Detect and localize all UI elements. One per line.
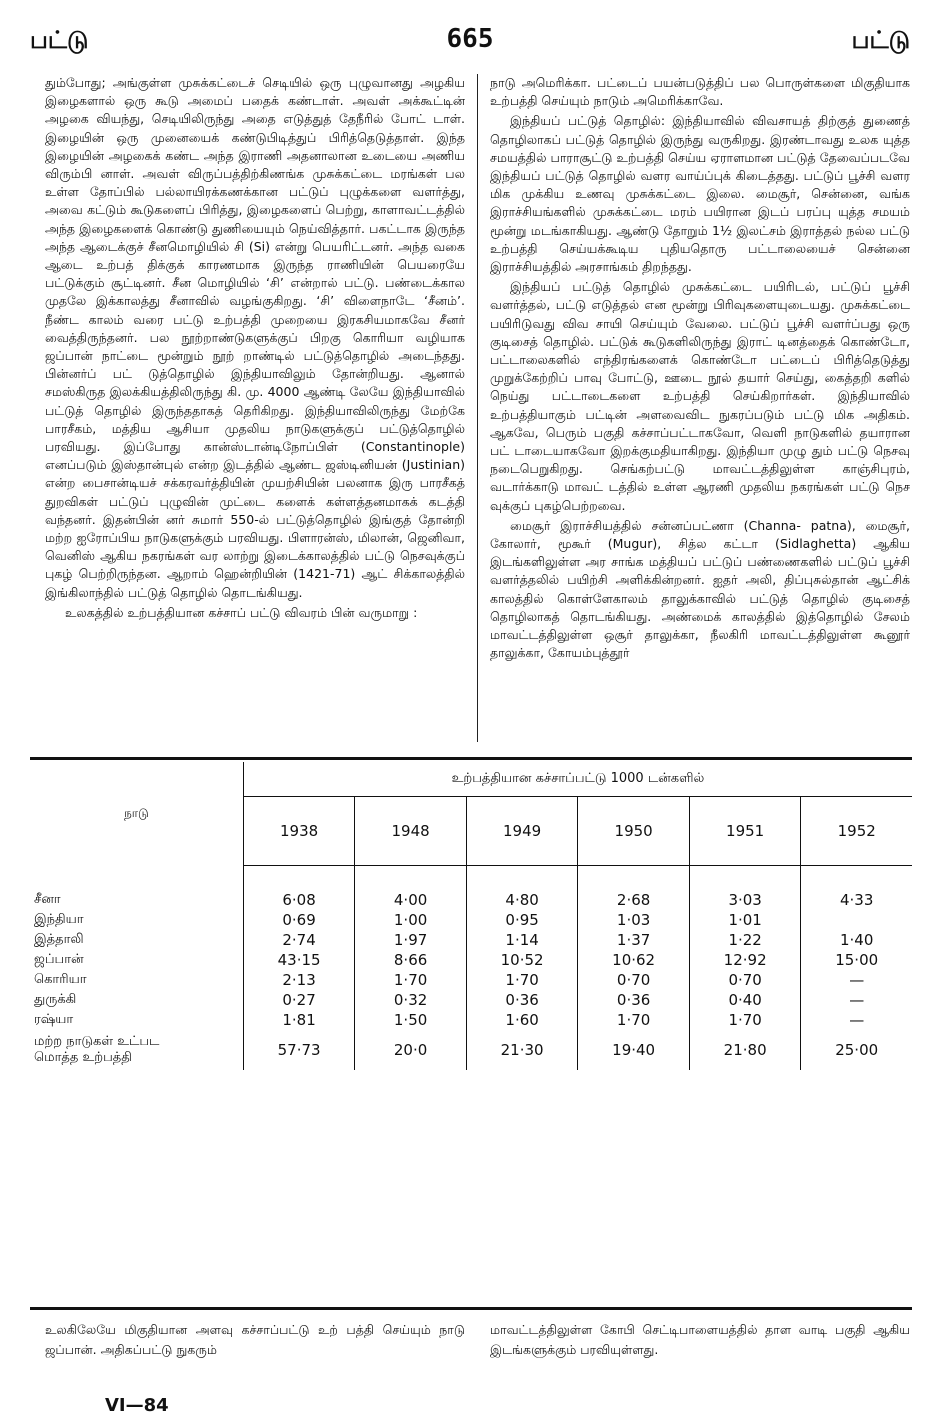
table-cell: 1·81 [243,1010,355,1030]
table-cell: 6·08 [243,890,355,910]
bottom-left-text: உலகிலேயே மிகுதியான அளவு கச்சாப்பட்டு உற் பத்தி செய்யும் நாடு ஜப்பான். அதிகப்பட்டு நுகரும் [45,1322,465,1357]
table-cell: 4·80 [466,890,578,910]
table-cell: 10·62 [578,950,690,970]
year-header: 1952 [801,797,912,866]
table-cell: — [849,971,865,989]
table-cell: 0·36 [578,990,690,1010]
left-paragraph-2: உலகத்தில் உற்பத்தியான கச்சாப் பட்டு விவரம் பின் வருமாறு : [65,604,418,620]
left-column [45,74,465,624]
right-column [490,74,910,665]
page-header [30,20,910,60]
table-cell: 1·97 [355,930,467,950]
bottom-right-text: மாவட்டத்திலுள்ள கோபி செட்டிபாளையத்தில் தாள வாடி பகுதி ஆகிய இடங்களுக்கும் பரவியுள்ளது. [490,1322,910,1357]
table-cell: 10·52 [466,950,578,970]
table-cell: 0·40 [689,990,801,1010]
table-cell: 4·00 [355,890,467,910]
left-paragraph-1: தும்போது; அங்குள்ள முசுக்கட்டைச் செடியில் ஒரு புழுவானது அழகிய இழைகளால் ஒரு கூடு அமைப் பதைக் கண்டாள். அவள் அக்கூட்டின் அழகை வியந்து, செடியிலிருந்து அதை எடுத்துத் தேநீரில் போட் டாள். இழையின் ஒரு முனையைக் கண்டுபிடித்துப் பிரித்தெடுத்தாள். இந்த இழையின் அழகைக் கண்ட அந்த இராணி அதனாலான உடையை அணிய விரும்பி னாள். அவள் விருப்பத்திற்கிணங்க முசுக்கட்டை மரங்கள் பல உள்ள தோப்பில் பல்லாயிரக்கணக்கான பட்டுப் புழுக்களை வளர்த்து, அவை கட்டும் கூடுகளைப் பிரித்து, இழைகளைப் பெற்று, காளாவட்டத்தில் அந்த இழைகளைக் கொண்டு துணியையும் நெய்வித்தார். பகட்டாக இருந்த அந்த ஆடைக்குச் சீனமொழியில் சி (Si) என்று பெயரிட்டனர். அந்த வகை ஆடை உற்பத் திக்குக் காரணமாக இருந்த ராணியின் பெயரையே பட்டுக்கும் சூட்டினர். சீன மொழியில் ‘சி’ என்றால் பட்டு. பண்டைக்கால முதலே இக்காலத்து சீனாவில் வழங்குகிறது. ‘சி’ விளைநாடே ‘சீனம்’. நீண்ட காலம் வரை பட்டு உற்பத்தி முறையை இரகசியமாகவே சீனர் வைத்திருந்தனர். பல நூற்றாண்டுகளுக்குப் பிறகு கொரியா வழியாக ஜப்பான் நாட்டை மூன்றும் நூற் றாண்டில் பட்டுத்தொழில் அடைந்தது. பின்னர்ப் பட் டுத்தொழில் இந்தியாவிலும் தோன்றியது. ஆனால் சமஸ்கிருத இலக்கியத்திலிருந்து கி. மு. 4000 ஆண்டி லேயே இந்தியாவில் பட்டுத் தொழில் இருந்ததாகத் தெரிகிறது. இந்தியாவிலிருந்து மேற்கே பாரசீகம், மத்திய ஆசியா முதலிய நாடுகளுக்குப் பட்டுத்தொழில் பரவியது. இப்போது கான்ஸ்டான்டிநோப்பிள் (Constantinople) எனப்படும் இஸ்தான்புல் என்ற இடத்தில் ஆண்ட ஜஸ்டினியன் (Justinian) என்ற பைசான்டியச் சக்கரவர்த்தியின் முயற்சியின் பலனாக இரு பாரசீகத் துறவிகள் பட்டுப் புழுவின் முட்டை களைக் கள்ளத்தனமாகக் கடத்தி வந்தனர். இதன்பின் னர் சுமார் 550-ல் பட்டுத்தொழில் இங்குத் தோன்றி மற்ற ஐரோப்பிய நாடுகளுக்கும் பரவியது. பிளாரன்ஸ், மிலான், ஜெனிவா, வெனிஸ் ஆகிய நகரங்கள் வர லாற்று இடைக்காலத்தில் பட்டு நெசவுக்குப் புகழ் பெற்றிருந்தன. ஆறாம் ஹென்றியின் (1421-71) ஆட் சிக்காலத்தில் இங்கிலாந்தில் பட்டுத் தொழில் தொடங்கியது. [45,75,465,600]
table-cell: 57·73 [243,1030,355,1070]
table-cell: 2·68 [578,890,690,910]
table-group-header: உற்பத்தியான கச்சாப்பட்டு 1000 டன்களில் [243,762,912,797]
country-name: ரஷ்யா [30,1010,243,1030]
table-row [30,910,912,930]
country-name: ஜப்பான் [30,950,243,970]
table-cell: 2·74 [243,930,355,950]
table-row [30,930,912,950]
table-cell: 43·15 [243,950,355,970]
table-cell: 0·70 [689,970,801,990]
signature-mark: VI—84 [105,1395,169,1416]
table-cell: 1·40 [840,931,874,949]
table-cell: 1·70 [578,1010,690,1030]
table-cell: — [849,991,865,1009]
table-cell: 1·01 [689,910,801,930]
running-head-right: பட்டு [851,26,910,54]
right-paragraph-1: நாடு அமெரிக்கா. பட்டைப் பயன்படுத்திப் பல பொருள்களை மிகுதியாக உற்பத்தி செய்யும் நாடும் அமெரிக்காவே. [490,75,910,109]
table-row [30,890,912,910]
table-cell: 0·27 [243,990,355,1010]
column-divider [477,74,478,742]
table-cell: 1·37 [578,930,690,950]
page-number: 665 [446,24,494,54]
right-paragraph-4: மைசூர் இராச்சியத்தில் சன்னப்பட்ணா (Channa- patna), மைசூர், கோலார், மூகூர் (Mugur), சித்ல கட்டா (Sidlaghetta) ஆகிய இடங்களிலுள்ள அர சாங்க மத்தியப் பட்டுப் பண்ணைகளில் பட்டுப் பூச்சி வளர்த்தலில் பயிற்சி அளிக்கின்றனர். ஐதர் அலி, திப்புசுல்தான் ஆட்சிக் காலத்தில் கொள்ளேகாலம் தாலுக்காவில் பட்டுத் தொழில் குடிசைத் தொழிலாகத் தொடங்கியது. அண்மைக் காலத்தில் இத்தொழில் சேலம் மாவட்டத்திலுள்ள ஒசூர் தாலுக்கா, நீலகிரி மாவட்டத்திலுள்ள கூனூர் தாலுக்கா, கோயம்புத்தூர் [490,517,910,661]
table-cell [801,910,912,930]
table-row [30,970,912,990]
table-cell: 25·00 [835,1041,879,1059]
table-cell: 1·00 [355,910,467,930]
total-label-line-2: மொத்த உற்பத்தி [34,1050,132,1065]
table-top-rule [30,757,912,760]
country-name: கொரியா [30,970,243,990]
country-name: சீனா [30,890,243,910]
year-header: 1950 [578,797,690,866]
country-name: துருக்கி [30,990,243,1010]
table-row [30,950,912,970]
table-cell: 19·40 [578,1030,690,1070]
total-label [30,1030,243,1070]
year-header: 1938 [243,797,355,866]
silk-production-table [30,762,912,1070]
table-cell: 0·69 [243,910,355,930]
table-cell: 2·13 [243,970,355,990]
running-head-left: பட்டு [30,26,89,54]
table-cell: 0·70 [578,970,690,990]
country-name: இந்தியா [30,910,243,930]
table-cell: 1·70 [466,970,578,990]
right-paragraph-3: இந்தியப் பட்டுத் தொழில் முசுக்கட்டை பயிரிடல், பட்டுப் பூச்சி வளர்த்தல், பட்டு எடுத்தல் என மூன்று பிரிவுகளையுடையது. முசுக்கட்டை பயிரிடுவது விவ சாயி செய்யும் வேலை. பட்டுப் பூச்சி வளர்ப்பது ஒரு குடிசைத் தொழில். பட்டுக் கூடுகளிலிருந்து இராட் டினத்தைக் கொண்டோ, பட்டாலைகளில் எந்திரங்களைக் கொண்டோ பட்டைப் பிரித்தெடுத்து முறுக்கேற்றிப் பாவு போட்டு, ஊடை நூல் தயார் செய்து, கைத்தறி களில் நெய்து பட்டாடைகளை உற்பத்தி செய்கிறார்கள். இந்தியாவில் உற்பத்தியாகும் பட்டின் அளவைவிட நுகரப்படும் பட்டு மிக அதிகம். ஆகவே, பெரும் பகுதி கச்சாப்பட்டாகவோ, வெளி நாடுகளில் தயாரான பட் டாடையாகவோ இறக்குமதியாகிறது. இந்தியா முழு தும் பட்டு நெசவு நடைபெறுகிறது. செங்கற்பட்டு மாவட்டத்திலுள்ள காஞ்சிபுரம், வடார்க்காடு மாவட் டத்தில் உள்ள ஆரணி முதலிய நகரங்கள் பட்டு நெச வுக்குப் புகழ்பெற்றவை. [490,279,910,513]
table-cell: 0·36 [466,990,578,1010]
table-cell: 21·80 [689,1030,801,1070]
year-header: 1949 [466,797,578,866]
year-header: 1948 [355,797,467,866]
right-paragraph-2: இந்தியப் பட்டுத் தொழில்: இந்தியாவில் விவசாயத் திற்குத் துணைத் தொழிலாகப் பட்டுத் தொழில் இருந்து வருகிறது. இரண்டாவது உலக யுத்த சமயத்தில் பாராசூட்டு உற்பத்தி செய்ய ஏராளமான பட்டுத் தேவைப்படவே இந்தியப் பட்டுத் தொழில் வளர வாய்ப்புக் கிடைத்தது. பட்டுப் பூச்சி வளர மிக முக்கிய உணவு முசுக்கட்டை இலை. மைசூர், சென்னை, வங்க இராச்சியங்களில் முசுக்கட்டை மரம் பயிரான இடப் பரப்பு யுத்த சமயம் மூன்று மடங்காகியது. ஆண்டு தோறும் 1½ இலட்சம் இராத்தல் நல்ல பட்டு உற்பத்தி செய்யக்கூடிய புதியதொரு பட்டாலையைச் சென்னை இராச்சியத்தில் அரசாங்கம் திறந்தது. [490,113,910,275]
table-cell: 1·03 [578,910,690,930]
table-row [30,1010,912,1030]
table-cell: 0·95 [466,910,578,930]
total-label-line-1: மற்ற நாடுகள் உட்பட [34,1034,160,1049]
table-cell: 21·30 [466,1030,578,1070]
table-cell: 12·92 [689,950,801,970]
table-cell: — [849,1011,865,1029]
table-cell: 0·32 [355,990,467,1010]
table-cell: 1·14 [466,930,578,950]
table-cell: 4·33 [840,891,874,909]
table-country-header: நாடு [30,762,243,866]
table-cell: 15·00 [835,951,879,969]
year-header: 1951 [689,797,801,866]
table-cell: 3·03 [689,890,801,910]
table-cell: 1·50 [355,1010,467,1030]
table-bottom-rule [30,1307,912,1310]
table-cell: 20·0 [355,1030,467,1070]
table-row [30,990,912,1010]
table-cell: 1·70 [355,970,467,990]
country-name: இத்தாலி [30,930,243,950]
table-cell: 1·60 [466,1010,578,1030]
table-cell: 1·70 [689,1010,801,1030]
table-cell: 8·66 [355,950,467,970]
table-cell: 1·22 [689,930,801,950]
table-total-row [30,1030,912,1070]
